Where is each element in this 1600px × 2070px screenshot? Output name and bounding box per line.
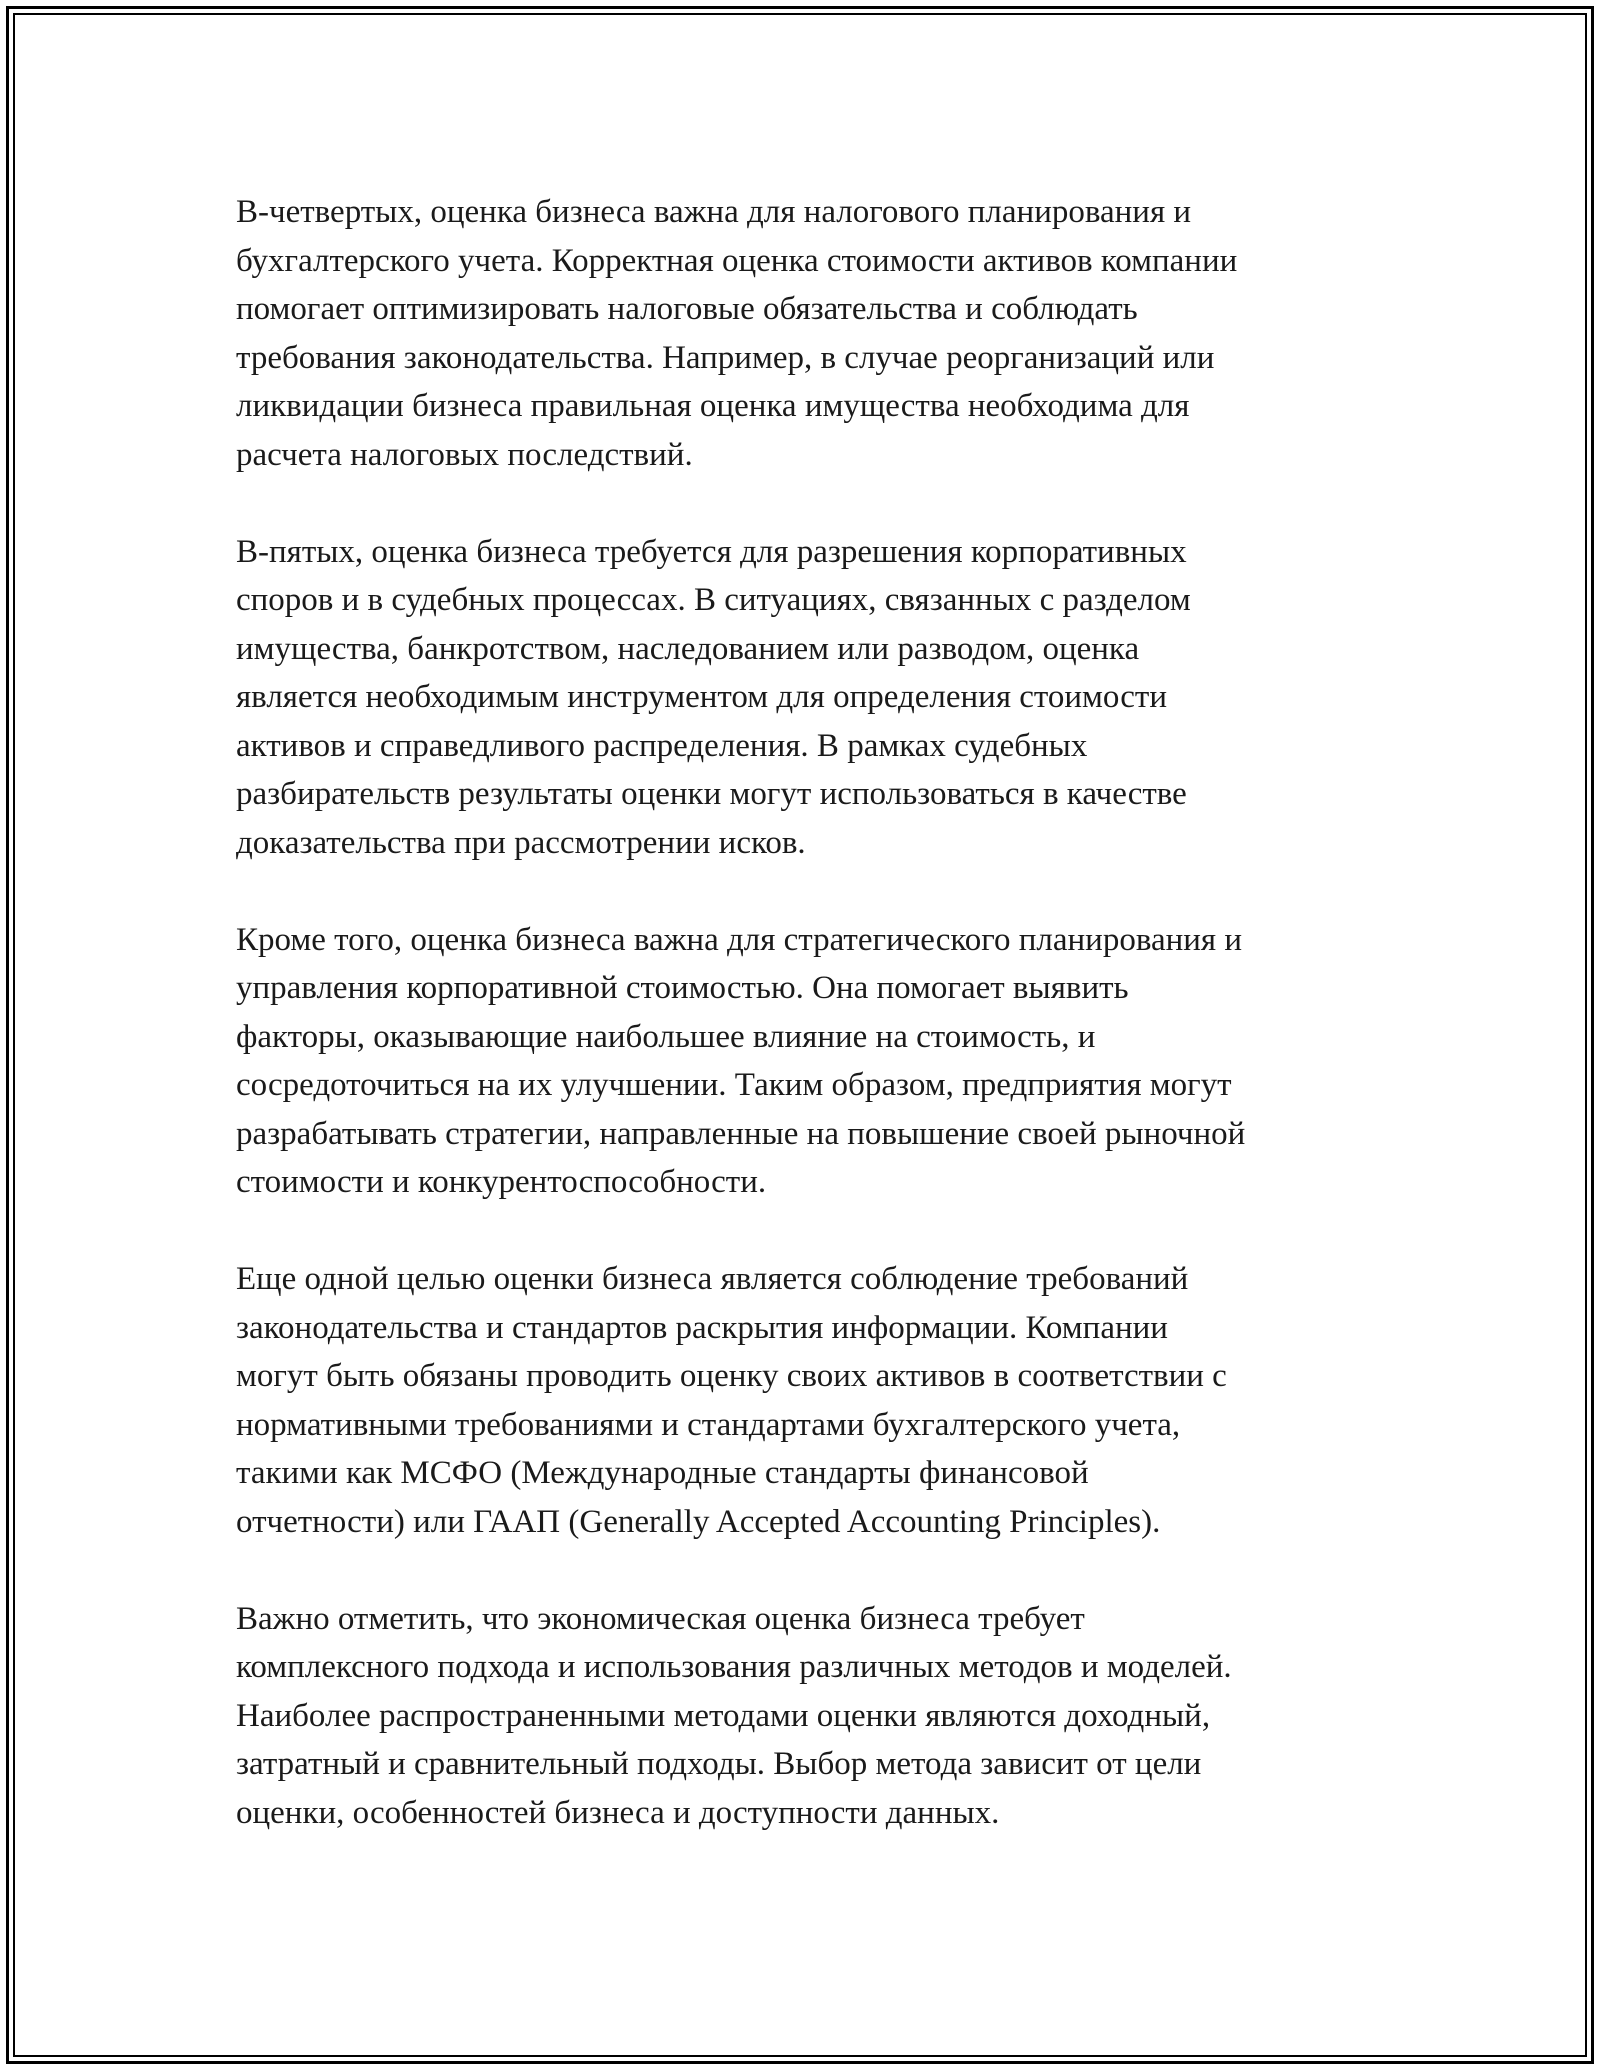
text-line: сосредоточиться на их улучшении. Таким образом, предприятия могут — [236, 1067, 1232, 1103]
text-line: Кроме того, оценка бизнеса важна для стратегического планирования и — [236, 921, 1243, 958]
paragraph-strategic-planning — [236, 916, 1376, 1207]
text-line: комплексного подхода и использования различных методов и моделей. — [236, 1649, 1232, 1685]
paragraph-methods — [236, 1595, 1376, 1838]
text-line: разбирательств результаты оценки могут использоваться в качестве — [236, 776, 1187, 812]
text-line: является необходимым инструментом для определения стоимости — [236, 679, 1167, 715]
text-line: отчетности) или ГААП (Generally Accepted Accounting Principles). — [236, 1503, 1161, 1540]
text-line: бухгалтерского учета. Корректная оценка стоимости активов компании — [236, 242, 1238, 279]
text-line: оценки, особенностей бизнеса и доступности данных. — [236, 1794, 1000, 1831]
text-line: управления корпоративной стоимостью. Она помогает выявить — [236, 970, 1129, 1006]
paragraph-disputes — [236, 528, 1376, 868]
text-line: такими как МСФО (Международные стандарты финансовой — [236, 1455, 1089, 1491]
text-line: нормативными требованиями и стандартами бухгалтерского учета, — [236, 1406, 1181, 1443]
document-body — [236, 188, 1376, 1837]
text-line: могут быть обязаны проводить оценку своих активов в соответствии с — [236, 1358, 1227, 1394]
text-line: затратный и сравнительный подходы. Выбор метода зависит от цели — [236, 1746, 1202, 1782]
text-line: активов и справедливого распределения. В рамках судебных — [236, 727, 1088, 764]
paragraph-compliance — [236, 1255, 1376, 1546]
text-line: требования законодательства. Например, в случае реорганизаций или — [236, 339, 1215, 376]
text-line: В-пятых, оценка бизнеса требуется для разрешения корпоративных — [236, 533, 1187, 570]
text-line: разрабатывать стратегии, направленные на повышение своей рыночной — [236, 1115, 1246, 1152]
text-line: доказательства при рассмотрении исков. — [236, 824, 806, 861]
text-line: Важно отметить, что экономическая оценка бизнеса требует — [236, 1600, 1085, 1637]
text-line: Наиболее распространенными методами оценки являются доходный, — [236, 1697, 1211, 1734]
text-line: помогает оптимизировать налоговые обязательства и соблюдать — [236, 291, 1138, 327]
text-line: факторы, оказывающие наибольшее влияние на стоимость, и — [236, 1018, 1096, 1055]
text-line: Еще одной целью оценки бизнеса является соблюдение требований — [236, 1261, 1189, 1297]
text-line: стоимости и конкурентоспособности. — [236, 1164, 767, 1200]
text-line: споров и в судебных процессах. В ситуациях, связанных с разделом — [236, 582, 1191, 618]
paragraph-tax-planning — [236, 188, 1376, 479]
text-line: В-четвертых, оценка бизнеса важна для налогового планирования и — [236, 194, 1192, 230]
text-line: имущества, банкротством, наследованием или разводом, оценка — [236, 630, 1140, 667]
text-line: законодательства и стандартов раскрытия информации. Компании — [236, 1309, 1168, 1346]
text-line: ликвидации бизнеса правильная оценка имущества необходима для — [236, 388, 1190, 424]
text-line: расчета налоговых последствий. — [236, 436, 693, 473]
